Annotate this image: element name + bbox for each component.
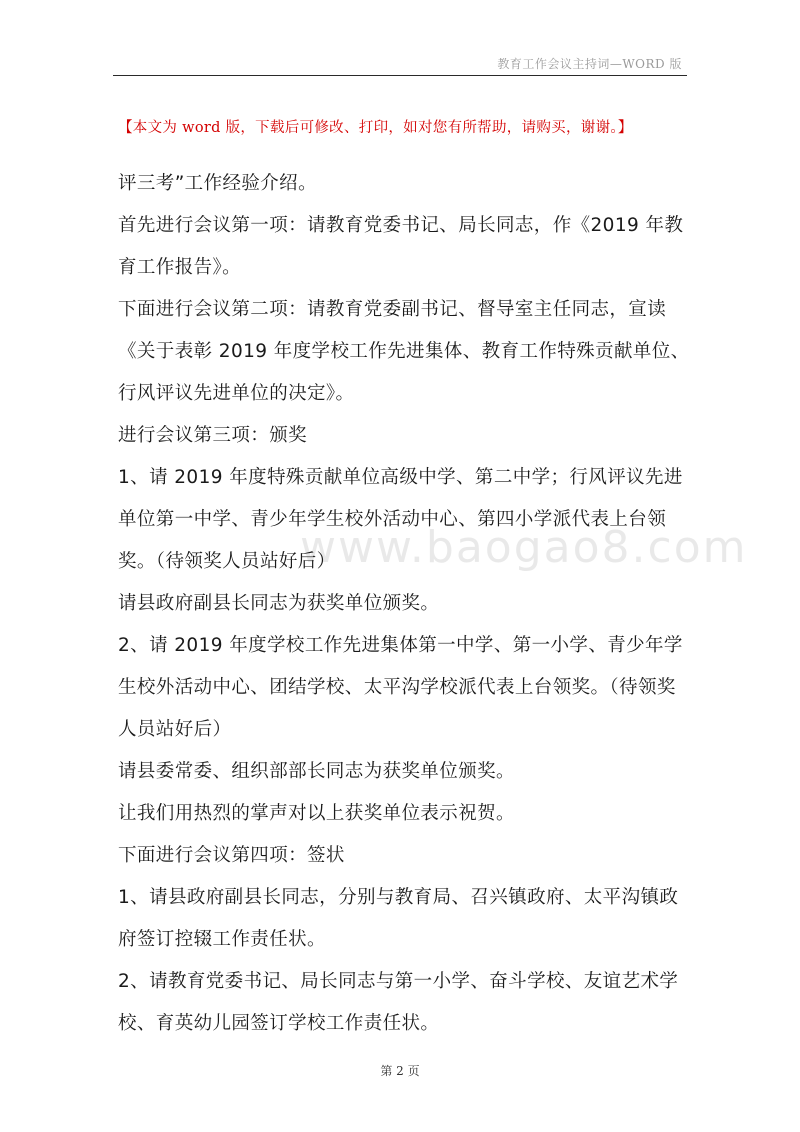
document-body: [118, 163, 692, 1045]
watermark: www.baogao8.com: [300, 522, 748, 573]
paragraph: 1、请 2019 年度特殊贡献单位高级中学、第二中学；行风评议先进单位第一中学、青少年学生校外活动中心、第四小学派代表上台领奖。（待领奖人员站好后）: [118, 467, 683, 572]
paragraph: 1、请县政府副县长同志，分别与教育局、召兴镇政府、太平沟镇政府签订控辍工作责任状。: [118, 887, 679, 950]
paragraph: 2、请 2019 年度学校工作先进集体第一中学、第一小学、青少年学生校外活动中心、团结学校、太平沟学校派代表上台领奖。（待领奖人员站好后）: [118, 635, 683, 740]
paragraph: 2、请教育党委书记、局长同志与第一小学、奋斗学校、友谊艺术学校、育英幼儿园签订学校工作责任状。: [118, 971, 679, 1034]
header-divider: [113, 75, 687, 76]
paragraph: 进行会议第三项：颁奖: [118, 425, 308, 446]
paragraph: 评三考”工作经验介绍。: [118, 173, 317, 194]
paragraph: 让我们用热烈的掌声对以上获奖单位表示祝贺。: [118, 803, 515, 824]
paragraph: 下面进行会议第四项：签状: [118, 845, 345, 866]
paragraph: 请县政府副县长同志为获奖单位颁奖。: [118, 593, 440, 614]
paragraph: 首先进行会议第一项：请教育党委书记、局长同志，作《2019 年教育工作报告》。: [118, 215, 684, 278]
paragraph: 请县委常委、组织部部长同志为获奖单位颁奖。: [118, 761, 515, 782]
paragraph: 下面进行会议第二项：请教育党委副书记、督导室主任同志，宣读《关于表彰 2019 年度学校工作先进集体、教育工作特殊贡献单位、行风评议先进单位的决定》。: [118, 299, 690, 404]
page-number: 第 2 页: [380, 1064, 420, 1078]
running-header: 教育工作会议主持词—WORD 版: [497, 57, 682, 71]
purchase-notice: 【本文为 word 版，下载后可修改、打印，如对您有所帮助，请购买，谢谢。】: [118, 120, 633, 136]
